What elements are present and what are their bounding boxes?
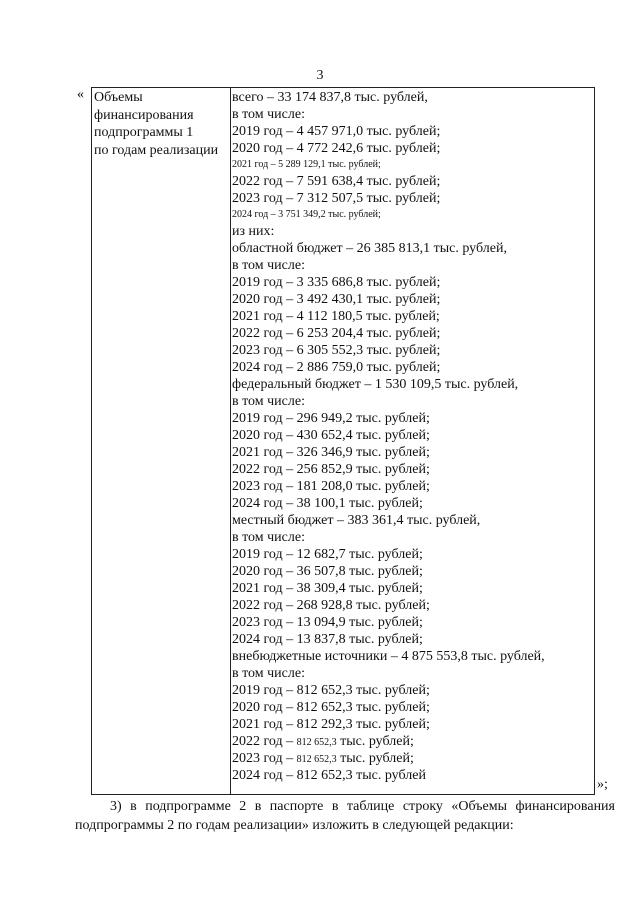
financing-line: 2024 год – 2 886 759,0 тыс. рублей; xyxy=(232,360,441,375)
financing-line: из них: xyxy=(232,224,275,239)
financing-line: 2023 год – 6 305 552,3 тыс. рублей; xyxy=(232,343,441,358)
financing-line: 2021 год – 5 289 129,1 тыс. рублей; xyxy=(232,159,381,170)
financing-line-amount: 812 652,3 xyxy=(296,737,337,748)
financing-line: 2021 год – 326 346,9 тыс. рублей; xyxy=(232,445,430,460)
financing-line: областной бюджет – 26 385 813,1 тыс. рублей, xyxy=(232,241,507,256)
financing-line: 2022 год – 6 253 204,4 тыс. рублей; xyxy=(232,326,441,341)
financing-line: 2022 год – 7 591 638,4 тыс. рублей; xyxy=(232,174,441,189)
financing-line-suffix: тыс. рублей; xyxy=(336,751,414,766)
row-header-line: финансирования xyxy=(94,107,194,123)
financing-line: в том числе: xyxy=(232,107,305,122)
financing-line: 2022 год – 256 852,9 тыс. рублей; xyxy=(232,462,430,477)
financing-line: 2020 год – 4 772 242,6 тыс. рублей; xyxy=(232,141,441,156)
financing-line: 2024 год – 3 751 349,2 тыс. рублей; xyxy=(232,209,381,220)
financing-line: 2023 год – 7 312 507,5 тыс. рублей; xyxy=(232,191,441,206)
financing-line: 2024 год – 38 100,1 тыс. рублей; xyxy=(232,496,423,511)
financing-line-prefix: 2023 год – xyxy=(232,751,297,766)
financing-line: 2019 год – 12 682,7 тыс. рублей; xyxy=(232,547,423,562)
financing-line-prefix: 2022 год – xyxy=(232,734,297,749)
financing-line: 2024 год – 812 652,3 тыс. рублей xyxy=(232,768,426,783)
financing-line: 2021 год – 4 112 180,5 тыс. рублей; xyxy=(232,309,440,324)
financing-line: внебюджетные источники – 4 875 553,8 тыс. рублей, xyxy=(232,649,545,664)
financing-line: 2020 год – 430 652,4 тыс. рублей; xyxy=(232,428,430,443)
column-divider xyxy=(230,88,231,794)
financing-line: 2021 год – 812 292,3 тыс. рублей; xyxy=(232,717,430,732)
row-header-line: Объемы xyxy=(94,90,143,105)
financing-line: в том числе: xyxy=(232,666,305,681)
financing-line: местный бюджет – 383 361,4 тыс. рублей, xyxy=(232,513,481,528)
row-header-cell xyxy=(94,89,228,159)
financing-line xyxy=(232,750,592,767)
financing-line: в том числе: xyxy=(232,394,305,409)
financing-line: 2020 год – 3 492 430,1 тыс. рублей; xyxy=(232,292,441,307)
row-header-line: подпрограммы 1 xyxy=(94,125,194,140)
financing-line: 2021 год – 38 309,4 тыс. рублей; xyxy=(232,581,423,596)
row-header-line: по годам реализации xyxy=(94,142,219,158)
financing-line: 2019 год – 812 652,3 тыс. рублей; xyxy=(232,683,430,698)
financing-line: 2020 год – 812 652,3 тыс. рублей; xyxy=(232,700,430,715)
financing-line: 2022 год – 268 928,8 тыс. рублей; xyxy=(232,598,430,613)
financing-line: федеральный бюджет – 1 530 109,5 тыс. рублей, xyxy=(232,377,519,392)
financing-values-cell xyxy=(232,89,592,784)
financing-line: 2023 год – 181 208,0 тыс. рублей; xyxy=(232,479,430,494)
financing-table xyxy=(91,87,595,795)
financing-line: 2019 год – 3 335 686,8 тыс. рублей; xyxy=(232,275,441,290)
financing-line-amount: 812 652,3 xyxy=(296,754,337,765)
closing-quote: »; xyxy=(597,777,608,792)
financing-line: всего – 33 174 837,8 тыс. рублей, xyxy=(232,90,428,105)
financing-line: 2019 год – 296 949,2 тыс. рублей; xyxy=(232,411,430,426)
financing-line: в том числе: xyxy=(232,258,305,273)
financing-line: в том числе: xyxy=(232,530,305,545)
amendment-paragraph: 3) в подпрограмме 2 в паспорте в таблице строку «Объемы финансирования подпрограммы 2 по годам реализации» изложить в следующей редакции: xyxy=(75,799,615,833)
financing-line: 2024 год – 13 837,8 тыс. рублей; xyxy=(232,632,423,647)
financing-line: 2019 год – 4 457 971,0 тыс. рублей; xyxy=(232,124,441,139)
financing-line: 2023 год – 13 094,9 тыс. рублей; xyxy=(232,615,423,630)
financing-line: 2020 год – 36 507,8 тыс. рублей; xyxy=(232,564,423,579)
financing-line xyxy=(232,733,592,750)
financing-line-suffix: тыс. рублей; xyxy=(336,734,414,749)
opening-quote: « xyxy=(77,87,84,102)
page-number: 3 xyxy=(316,68,324,83)
